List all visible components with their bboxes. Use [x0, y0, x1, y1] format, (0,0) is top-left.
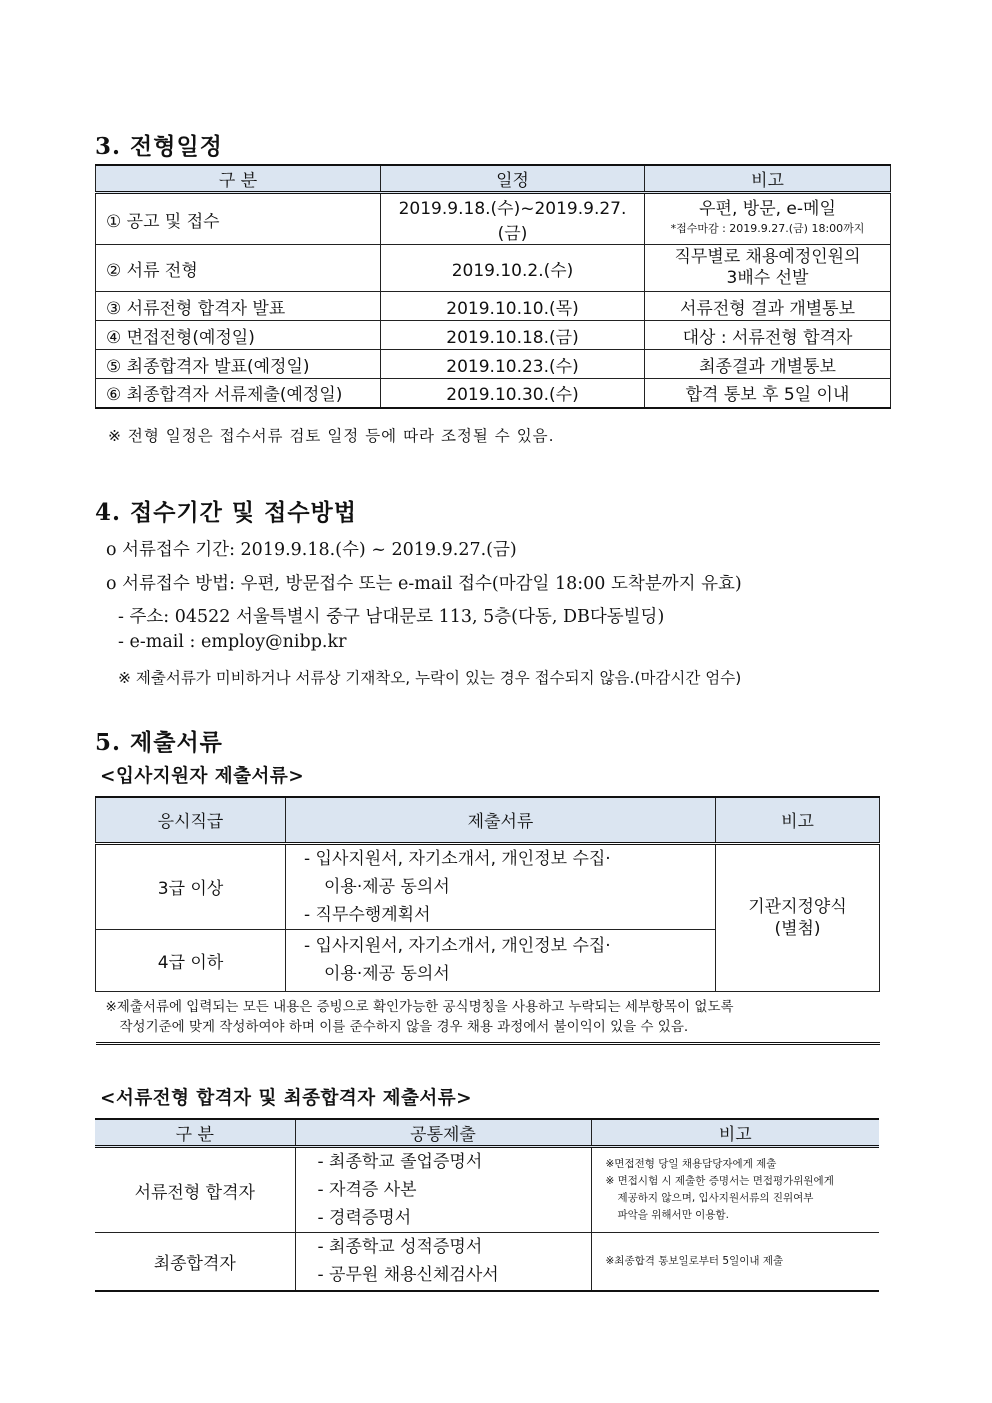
remark-line: (별첨)	[774, 918, 821, 939]
schedule-date: 2019.10.23.(수)	[381, 350, 645, 379]
docs-cell	[295, 1233, 591, 1291]
submission-footnote: ※ 제출서류가 미비하거나 서류상 기재착오, 누락이 있는 경우 접수되지 않음.(마감시간 엄수)	[118, 669, 742, 687]
applicant-footnote: 작성기준에 맞게 작성하여야 하며 이를 준수하지 않을 경우 채용 과정에서 불이익이 있을 수 있음.	[119, 1018, 689, 1035]
schedule-step: ⑤ 최종합격자 발표(예정일)	[96, 350, 381, 379]
section5-title: 5. 제출서류	[95, 729, 223, 756]
applicant-header-grade: 응시직급	[96, 797, 286, 843]
remark-line: 파악을 위해서만 이용함.	[617, 1209, 729, 1221]
table-row	[95, 1233, 879, 1291]
schedule-footnote: ※ 전형 일정은 접수서류 검토 일정 등에 따라 조정될 수 있음.	[108, 427, 555, 445]
passer-docs-subtitle: <서류전형 합격자 및 최종합격자 제출서류>	[100, 1088, 473, 1109]
remark-line: ※ 면접시험 시 제출한 증명서는 면접평가위원에게	[605, 1175, 834, 1187]
schedule-row	[96, 193, 891, 245]
schedule-date: 2019.10.18.(금)	[381, 321, 645, 350]
table-row	[95, 1147, 879, 1233]
schedule-row	[96, 245, 891, 292]
doc-line: - 자격증 사본	[317, 1180, 417, 1200]
schedule-table	[95, 164, 891, 409]
docs-cell	[286, 929, 716, 991]
schedule-note-line: 3배수 선발	[726, 268, 809, 288]
applicant-docs-subtitle: <입사지원자 제출서류>	[100, 766, 305, 787]
category-cell: 서류전형 합격자	[95, 1147, 295, 1233]
passer-header-remark: 비고	[591, 1119, 879, 1147]
doc-line: - 경력증명서	[317, 1208, 412, 1228]
remark-cell	[716, 843, 880, 991]
doc-line: 이용·제공 동의서	[324, 964, 450, 984]
passer-remark-cell: ※최종합격 통보일로부터 5일이내 제출	[591, 1233, 879, 1291]
grade-cell: 3급 이상	[96, 843, 286, 929]
schedule-note	[645, 193, 891, 245]
schedule-note: 최종결과 개별통보	[645, 350, 891, 379]
schedule-note	[645, 245, 891, 292]
schedule-step: ① 공고 및 접수	[96, 193, 381, 245]
doc-line: 이용·제공 동의서	[324, 876, 450, 897]
passer-remark-cell	[591, 1147, 879, 1233]
doc-line: - 입사지원서, 자기소개서, 개인정보 수집·	[304, 936, 611, 956]
remark-line: ※면접전형 당일 채용담당자에게 제출	[605, 1158, 777, 1170]
submission-address: - 주소: 04522 서울특별시 중구 남대문로 113, 5층(다동, DB다동빌딩)	[118, 607, 665, 627]
schedule-date: 2019.10.10.(목)	[381, 292, 645, 321]
applicant-docs-table	[95, 796, 880, 1045]
table-row	[96, 843, 880, 929]
category-cell: 최종합격자	[95, 1233, 295, 1291]
section3-title: 3. 전형일정	[95, 133, 223, 160]
schedule-note: 서류전형 결과 개별통보	[645, 292, 891, 321]
applicant-footnote: ※제출서류에 입력되는 모든 내용은 증빙으로 확인가능한 공식명칭을 사용하고 누락되는 세부항목이 없도록	[105, 998, 734, 1015]
remark-line: 제공하지 않으며, 입사지원서류의 진위여부	[617, 1192, 814, 1204]
schedule-header-note: 비고	[645, 165, 891, 193]
schedule-note: 합격 통보 후 5일 이내	[645, 379, 891, 408]
passer-header-docs: 공통제출	[295, 1119, 591, 1147]
grade-cell: 4급 이하	[96, 929, 286, 991]
schedule-note-line: 직무별로 채용예정인원의	[674, 247, 861, 267]
schedule-header-date: 일정	[381, 165, 645, 193]
schedule-row	[96, 321, 891, 350]
schedule-step: ⑥ 최종합격자 서류제출(예정일)	[96, 379, 381, 408]
schedule-date: 2019.9.18.(수)~2019.9.27.(금)	[381, 193, 645, 245]
doc-line: - 입사지원서, 자기소개서, 개인정보 수집·	[304, 848, 611, 869]
table-row	[96, 991, 880, 1043]
schedule-header-step: 구 분	[96, 165, 381, 193]
passer-header-category: 구 분	[95, 1119, 295, 1147]
schedule-step: ② 서류 전형	[96, 245, 381, 292]
schedule-date: 2019.10.30.(수)	[381, 379, 645, 408]
schedule-row	[96, 292, 891, 321]
docs-cell	[286, 843, 716, 929]
schedule-date: 2019.10.2.(수)	[381, 245, 645, 292]
docs-cell	[295, 1147, 591, 1233]
passer-docs-table	[95, 1118, 879, 1292]
applicant-header-remark: 비고	[716, 797, 880, 843]
schedule-step: ④ 면접전형(예정일)	[96, 321, 381, 350]
section4-title: 4. 접수기간 및 접수방법	[95, 499, 357, 526]
schedule-step: ③ 서류전형 합격자 발표	[96, 292, 381, 321]
schedule-note-line: 우편, 방문, e-메일	[699, 199, 836, 219]
submission-email: - e-mail : employ@nibp.kr	[118, 632, 347, 652]
remark-line: 기관지정양식	[748, 896, 847, 917]
submission-period: o 서류접수 기간: 2019.9.18.(수) ~ 2019.9.27.(금)	[106, 540, 517, 560]
doc-line: - 최종학교 졸업증명서	[317, 1152, 483, 1172]
applicant-header-docs: 제출서류	[286, 797, 716, 843]
applicant-footnote-cell	[96, 991, 880, 1043]
submission-method: o 서류접수 방법: 우편, 방문접수 또는 e-mail 접수(마감일 18:00 도착분까지 유효)	[106, 574, 742, 594]
doc-line: - 직무수행계획서	[304, 904, 431, 925]
schedule-note-deadline: *접수마감 : 2019.9.27.(금) 18:00까지	[670, 222, 865, 235]
schedule-row	[96, 379, 891, 408]
schedule-note: 대상 : 서류전형 합격자	[645, 321, 891, 350]
doc-line: - 최종학교 성적증명서	[317, 1237, 483, 1258]
schedule-row	[96, 350, 891, 379]
doc-line: - 공무원 채용신체검사서	[317, 1265, 499, 1286]
